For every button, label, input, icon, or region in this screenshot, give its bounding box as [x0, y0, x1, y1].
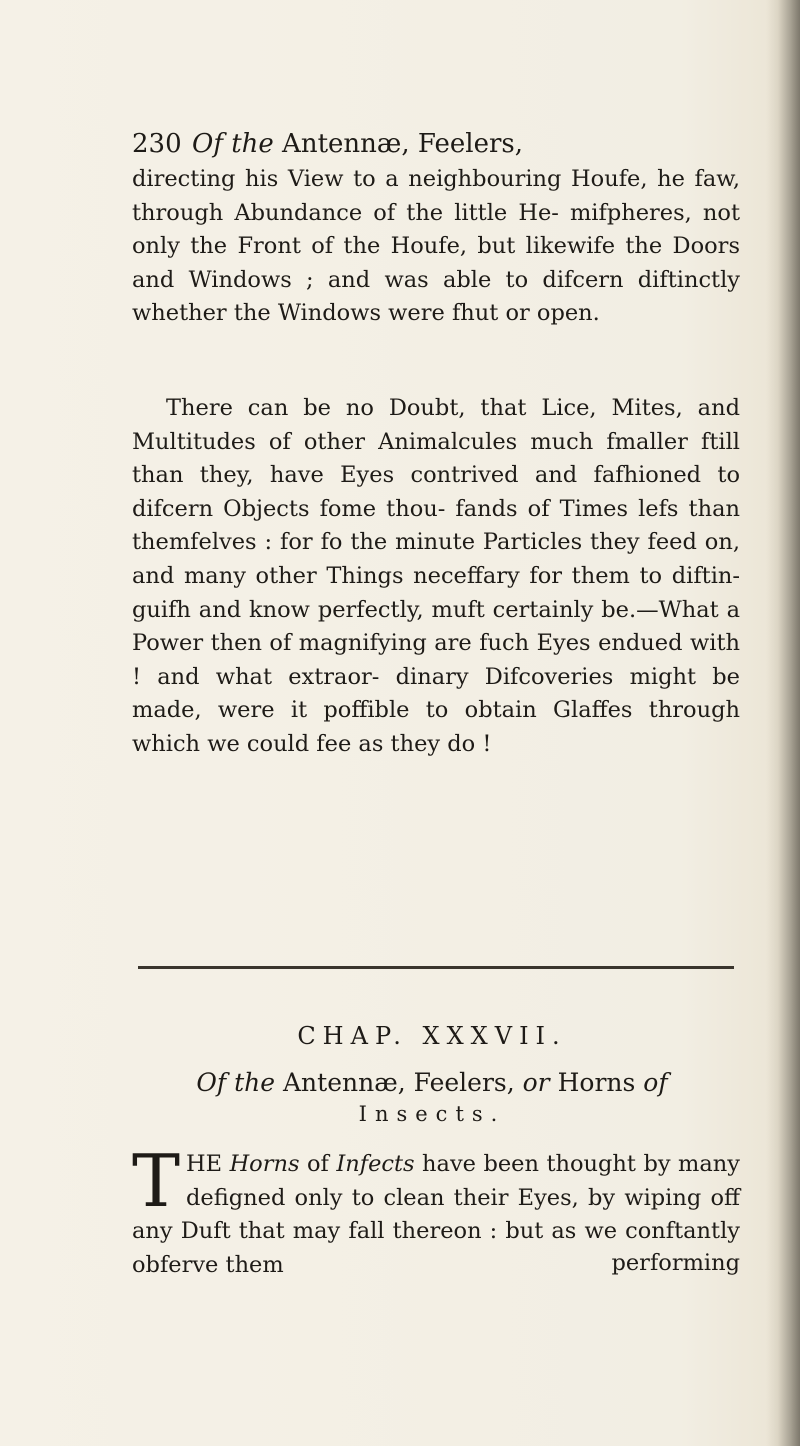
drop-cap: T [132, 1139, 181, 1223]
header-title: Antennæ, Feelers, [273, 129, 524, 159]
subtitle-text: Antennæ, Feelers, [275, 1068, 523, 1097]
chapter-heading: CHAP. XXXVII. [297, 1022, 567, 1050]
subtitle-italic: or [522, 1068, 550, 1097]
chapter-subtitle [132, 1066, 732, 1100]
text-run: have been thought by many defigned only to clean their Eyes, by wiping off any Duft that may fall thereon : but as we conftantly obferve them [132, 1151, 740, 1278]
chapter-subtitle-insects: Insects. [358, 1102, 506, 1126]
section-divider-rule [138, 966, 734, 969]
text-italic: Horns [229, 1151, 300, 1177]
paragraph-continued [132, 163, 740, 331]
subtitle-italic: Of the [196, 1068, 276, 1097]
text-run: of [299, 1151, 337, 1177]
paragraph-text: directing his View to a neighbouring Houfe, he faw, through Abundance of the little He- mifpheres, not only the Front of the Houfe, but likewife the Doors and Windows ; and was able to difcern diftinctly whether the Windows were fhut or open. [132, 166, 740, 327]
subtitle-text: Horns [549, 1068, 644, 1097]
subtitle-italic: of [643, 1068, 668, 1097]
header-title-italic: Of the [192, 129, 274, 159]
text-run: HE [186, 1151, 230, 1177]
paragraph-text: There can be no Doubt, that Lice, Mites, and Multitudes of other Animalcules much fmaller ftill than they, have Eyes contrived and fafhioned to difcern Objects fome thou- fands of Times lefs than themfelves : for fo the minute Particles they feed on, and many other Things neceffary for them to diftin- guifh and know perfectly, muft certainly be.—What a Power then of magnifying are fuch Eyes endued with ! and what extraor- dinary Difcoveries might be made, were it poffible to obtain Glaffes through which we could fee as they do ! [132, 395, 740, 757]
running-header [132, 124, 732, 164]
page-number: 230 [132, 129, 182, 159]
page-edge-shadow [766, 0, 800, 1446]
catchword: performing [611, 1250, 740, 1276]
paragraph-lice-mites [132, 392, 740, 762]
text-italic: Infects [336, 1151, 415, 1177]
